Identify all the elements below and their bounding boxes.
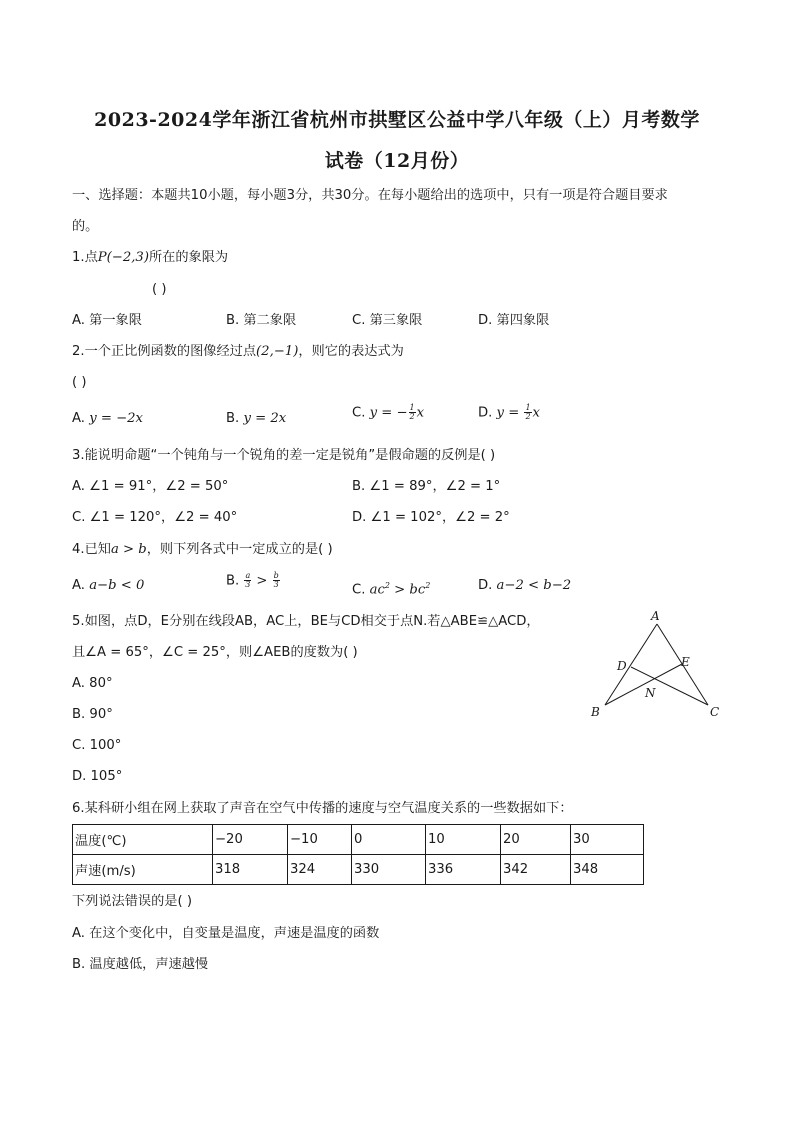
table-cell: 330 [352,855,426,885]
label-n: N [645,686,656,700]
q5-option-c: C. 100° [72,738,122,753]
q3-option-a: A. ∠1 = 91°，∠2 = 50° [72,479,229,494]
label-a: A [651,609,660,623]
label-b: B [591,705,600,718]
q2-stem-text: 2.一个正比例函数的图像经过点 [72,344,257,359]
q2-stem-end: ，则它的表达式为 [298,344,404,359]
q1-answer-paren: ( ) [152,282,167,297]
q2-option-d: D. y = $\frac{1}{2}$ x [478,403,540,421]
q3-option-d: D. ∠1 = 102°，∠2 = 2° [352,510,510,525]
question-3-stem: 3.能说明命题“一个钝角与一个锐角的差一定是锐角”是假命题的反例是( ) [72,448,496,463]
q4-option-b: B. $\frac{a}{3}$ > $\frac{b}{3}$ [226,571,279,589]
table-cell: 318 [213,855,288,885]
question-1-stem [72,249,228,267]
page-title-line-2: 试卷（12月份） [324,150,470,172]
q1-option-a: A. 第一象限 [72,313,142,328]
table-cell: 30 [571,825,644,855]
table-cell: 声速(m/s) [73,855,213,885]
table-cell: 温度(℃) [73,825,213,855]
q5-option-b: B. 90° [72,707,113,722]
label-c: C [710,705,720,718]
question-5-stem: 5.如图，点D，E分别在线段AB，AC上，BE与CD相交于点N.若△ABE≌△ACD， [72,614,540,629]
question-6-stem: 6.某科研小组在网上获取了声音在空气中传播的速度与空气温度关系的一些数据如下： [72,801,573,816]
table-cell: 342 [501,855,571,885]
q1-option-b: B. 第二象限 [226,313,297,328]
q1-stem-text: 1.点 [72,250,98,265]
temperature-speed-table [72,824,644,885]
q2-option-a: A. y = −2x [72,411,143,426]
q1-stem-end: 所在的象限为 [148,250,229,265]
q5-option-a: A. 80° [72,676,113,691]
q2-point: (2,−1) [256,344,299,359]
table-cell: −10 [288,825,352,855]
q2-option-c: C. y = − $\frac{1}{2}$ x [352,403,425,421]
table-cell: 10 [426,825,501,855]
section-instructions-cont: 的。 [72,219,99,234]
table-cell: 336 [426,855,501,885]
q2-answer-paren: ( ) [72,375,87,390]
table-cell: 348 [571,855,644,885]
q6-option-a: A. 在这个变化中，自变量是温度，声速是温度的函数 [72,926,380,941]
table-row [73,855,644,885]
q4-option-d: D. a−2 < b−2 [478,578,572,593]
q3-option-b: B. ∠1 = 89°，∠2 = 1° [352,479,501,494]
page-title-line-1: 2023-2024学年浙江省杭州市拱墅区公益中学八年级（上）月考数学 [94,109,700,131]
question-6-prompt: 下列说法错误的是( ) [72,894,192,909]
triangle-figure [585,608,725,718]
q2-option-b: B. y = 2x [226,411,287,426]
q4-option-c: C. $ac^2 > bc^2$ [352,581,431,598]
section-instructions: 一、选择题：本题共10小题，每小题3分，共30分。在每小题给出的选项中，只有一项是符合题目要求 [72,188,668,203]
table-cell: 20 [501,825,571,855]
q1-point: P(−2,3) [97,250,149,265]
q1-option-c: C. 第三象限 [352,313,423,328]
question-4-stem: 4.已知a > b，则下列各式中一定成立的是( ) [72,542,333,557]
q5-option-d: D. 105° [72,769,123,784]
q3-option-c: C. ∠1 = 120°，∠2 = 40° [72,510,238,525]
table-cell: 0 [352,825,426,855]
question-5-stem-cont: 且∠A = 65°，∠C = 25°，则∠AEB的度数为( ) [72,645,358,660]
table-row [73,825,644,855]
q6-option-b: B. 温度越低，声速越慢 [72,957,209,972]
label-e: E [681,655,690,669]
table-cell: 324 [288,855,352,885]
question-2-stem [72,343,404,361]
table-cell: −20 [213,825,288,855]
q1-option-d: D. 第四象限 [478,313,550,328]
q4-option-a: A. a−b < 0 [72,578,145,593]
label-d: D [617,659,627,673]
